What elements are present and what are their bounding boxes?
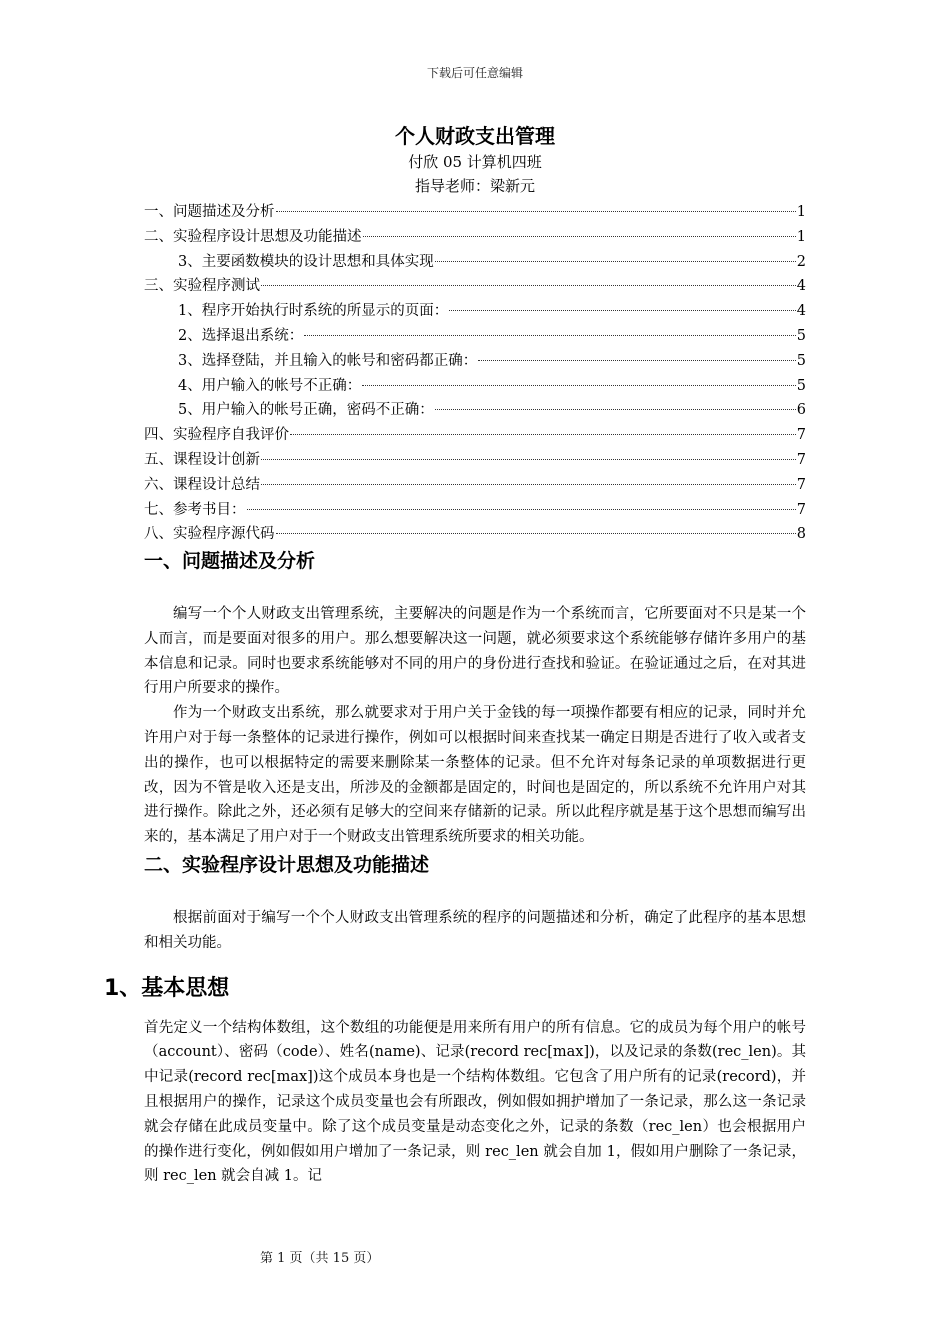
toc-entry[interactable] xyxy=(144,473,806,498)
toc-entry[interactable] xyxy=(144,498,806,523)
paragraph: 作为一个财政支出系统，那么就要求对于用户关于金钱的每一项操作都要有相应的记录，同时并允许用户对于每一条整体的记录进行操作，例如可以根据时间来查找某一确定日期是否进行了收入或者支出的操作，也可以根据特定的需要来删除某一条整体的记录。但不允许对每条记录的单项数据进行更改，因为不管是收入还是支出，所涉及的金额都是固定的，时间也是固定的，所以系统不允许用户对其进行操作。除此之外，还必须有足够大的空间来存储新的记录。所以此程序就是基于这个思想而编写出来的，基本满足了用户对于一个财政支出管理系统所要求的相关功能。 xyxy=(144,705,806,846)
toc-entry-label: 3、主要函数模块的设计思想和具体实现 xyxy=(178,253,434,270)
title-block xyxy=(0,122,950,198)
toc-entry-page: 7 xyxy=(796,476,806,493)
toc-entry-label: 一、问题描述及分析 xyxy=(144,204,275,220)
toc-dot-leader xyxy=(363,236,796,237)
paragraph: 根据前面对于编写一个个人财政支出管理系统的程序的问题描述和分析，确定了此程序的基本思想和相关功能。 xyxy=(144,909,806,951)
toc-dot-leader xyxy=(276,533,796,534)
toc-entry[interactable] xyxy=(144,299,806,324)
toc-entry[interactable] xyxy=(144,374,806,399)
toc-dot-leader xyxy=(435,261,796,262)
toc-entry-page: 5 xyxy=(796,377,806,394)
toc-entry-label: 六、课程设计总结 xyxy=(144,476,260,493)
toc-entry-label: 4、用户输入的帐号不正确： xyxy=(178,377,362,394)
toc-entry-page: 5 xyxy=(796,352,806,369)
toc-dot-leader xyxy=(478,360,796,361)
toc-dot-leader xyxy=(261,484,796,485)
toc-entry[interactable] xyxy=(144,448,806,473)
toc-dot-leader xyxy=(247,509,796,510)
toc-entry[interactable] xyxy=(144,274,806,299)
toc-entry-page: 7 xyxy=(796,501,806,518)
toc-entry-label: 5、用户输入的帐号正确，密码不正确： xyxy=(178,402,434,419)
toc-dot-leader xyxy=(276,211,796,212)
toc-entry-page: 1 xyxy=(796,204,806,220)
toc-dot-leader xyxy=(261,459,796,460)
toc-entry-page: 8 xyxy=(796,526,806,543)
toc-entry-label: 二、实验程序设计思想及功能描述 xyxy=(144,228,362,245)
toc-entry-label: 1、程序开始执行时系统的所显示的页面： xyxy=(178,303,449,320)
toc-dot-leader xyxy=(362,385,796,386)
author-line: 付欣 05 计算机四班 xyxy=(408,153,542,171)
advisor-line: 指导老师：梁新元 xyxy=(414,177,535,195)
toc-entry[interactable] xyxy=(144,398,806,423)
toc-entry-label: 3、选择登陆，并且输入的帐号和密码都正确： xyxy=(178,352,478,369)
toc-entry[interactable] xyxy=(144,200,806,225)
toc-entry[interactable] xyxy=(144,349,806,374)
toc-entry[interactable] xyxy=(144,522,806,547)
section-heading: 一、问题描述及分析 xyxy=(144,550,316,572)
toc-entry-label: 七、参考书目： xyxy=(144,501,246,518)
toc-entry-label: 四、实验程序自我评价 xyxy=(144,427,289,444)
toc-dot-leader xyxy=(261,285,796,286)
toc-entry-page: 7 xyxy=(796,427,806,444)
toc-entry-page: 1 xyxy=(796,228,806,245)
toc-dot-leader xyxy=(290,434,796,435)
toc-entry-page: 6 xyxy=(796,402,806,419)
header-note: 下载后可任意编辑 xyxy=(426,66,523,80)
toc-entry-page: 4 xyxy=(796,278,806,295)
section-heading: 二、实验程序设计思想及功能描述 xyxy=(144,853,430,876)
toc-entry[interactable] xyxy=(144,250,806,275)
toc-entry-label: 2、选择退出系统： xyxy=(178,327,304,344)
paragraph: 编写一个个人财政支出管理系统，主要解决的问题是作为一个系统而言，它所要面对不只是某一个人而言，而是要面对很多的用户。那么想要解决这一问题，就必须要求这个系统能够存储许多用户的基本信息和记录。同时也要求系统能够对不同的用户的身份进行查找和验证。在验证通过之后，在对其进行用户所要求的操作。 xyxy=(144,606,806,697)
toc-entry[interactable] xyxy=(144,324,806,349)
toc-dot-leader xyxy=(449,310,796,311)
toc-entry[interactable] xyxy=(144,423,806,448)
toc-dot-leader xyxy=(435,409,796,410)
toc-dot-leader xyxy=(304,335,796,336)
toc-entry-label: 三、实验程序测试 xyxy=(144,278,260,295)
toc-entry-label: 五、课程设计创新 xyxy=(144,451,260,468)
document-body xyxy=(104,546,806,1189)
subsection-heading: 1、基本思想 xyxy=(104,975,230,1001)
document-title: 个人财政支出管理 xyxy=(395,124,555,148)
toc-entry-page: 7 xyxy=(796,451,806,468)
toc-entry-label: 八、实验程序源代码 xyxy=(144,526,275,543)
toc-entry-page: 4 xyxy=(796,303,806,320)
table-of-contents xyxy=(144,200,806,547)
toc-entry[interactable] xyxy=(144,225,806,250)
page-footer: 第 1 页（共 15 页） xyxy=(260,1251,380,1266)
toc-entry-page: 2 xyxy=(796,253,806,270)
paragraph: 首先定义一个结构体数组，这个数组的功能便是用来所有用户的所有信息。它的成员为每个用户的帐号（account）、密码（code）、姓名(name)、记录(record rec[max])，以及记录的条数(rec_len)。其中记录(record rec[max])这个成员本身也是一个结构体数组。它包含了用户所有的记录(record)，并且根据用户的操作，记录这个成员变量也会有所跟改，例如假如拥护增加了一条记录，那么这一条记录就会存储在此成员变量中。除了这个成员变量是动态变化之外，记录的条数（rec_len）也会根据用户的操作进行变化，例如假如用户增加了一条记录，则 rec_len 就会自加 1，假如用户删除了一条记录，则 rec_len 就会自减 1。记 xyxy=(144,1019,806,1185)
toc-entry-page: 5 xyxy=(796,327,806,344)
